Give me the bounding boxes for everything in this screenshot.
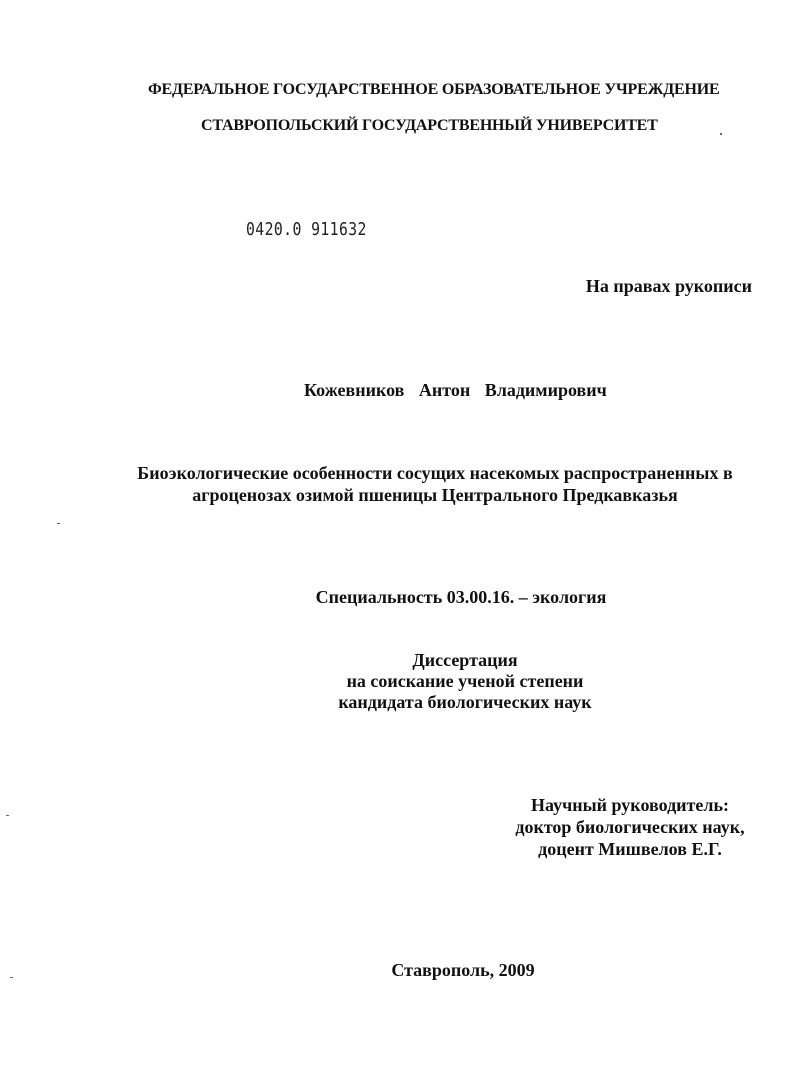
city-year: Ставрополь, 2009: [391, 960, 535, 980]
scan-speck: [10, 977, 13, 978]
dissertation-title: [110, 462, 760, 506]
supervisor-name: доцент Мишвелов Е.Г.: [538, 839, 722, 859]
author-name: Кожевников Антон Владимирович: [304, 380, 607, 400]
title-line1: Биоэкологические особенности сосущих насекомых распространенных в: [137, 463, 733, 483]
supervisor-block: [500, 794, 760, 860]
specialty-line: Специальность 03.00.16. – экология: [315, 587, 607, 607]
archive-stamp-number: 0420.0 911632: [246, 219, 367, 240]
dissertation-label: Диссертация: [412, 650, 518, 670]
dissertation-degree-block: [0, 650, 792, 713]
manuscript-rights-note: На правах рукописи: [585, 276, 752, 296]
supervisor-degree: доктор биологических наук,: [515, 817, 745, 837]
degree-name: кандидата биологических наук: [338, 692, 592, 712]
scan-speck: [6, 815, 9, 816]
title-line2: агроценозах озимой пшеницы Центрального Предкавказья: [192, 485, 678, 505]
supervisor-label: Научный руководитель:: [531, 795, 729, 815]
scan-speck: [720, 133, 722, 135]
scan-speck: [57, 523, 60, 524]
institution-header-line1: ФЕДЕРАЛЬНОЕ ГОСУДАРСТВЕННОЕ ОБРАЗОВАТЕЛЬНОЕ УЧРЕЖДЕНИЕ: [148, 81, 720, 98]
institution-header-line2: СТАВРОПОЛЬСКИЙ ГОСУДАРСТВЕННЫЙ УНИВЕРСИТЕТ: [201, 117, 658, 134]
degree-purpose: на соискание ученой степени: [346, 671, 584, 691]
